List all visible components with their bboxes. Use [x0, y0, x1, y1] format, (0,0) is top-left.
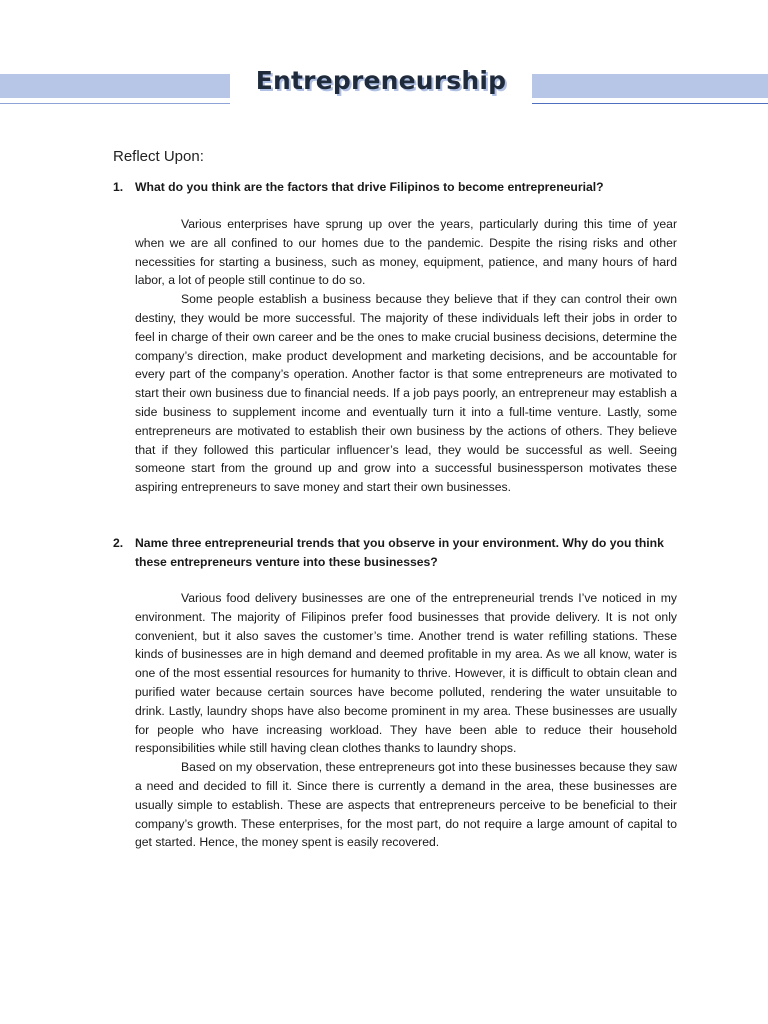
header-rule-right — [532, 103, 768, 104]
header-rule-left — [0, 103, 230, 104]
question-text: Name three entrepreneurial trends that you observe in your environment. Why do you think these entrepreneurs venture into these businesses? — [135, 536, 664, 569]
question-1 — [113, 178, 678, 197]
answer-paragraph: Based on my observation, these entrepreneurs got into these businesses because they saw a need and decided to fill it. Since there is currently a demand in the area, these businesses are usually simple to establish. These are aspects that entrepreneurs perceive to be beneficial to their company’s growth. These enterprises, for the most part, do not require a large amount of capital to get started. Hence, the money spent is easily recovered. — [135, 760, 677, 850]
question-2 — [113, 534, 678, 571]
question-number: 2. — [113, 536, 124, 550]
answer-2 — [135, 589, 677, 852]
section-heading: Reflect Upon: — [113, 148, 204, 165]
answer-paragraph: Some people establish a business because they believe that if they can control their own destiny, they would be more successful. The majority of these individuals left their jobs in order to feel in charge of their own career and be the ones to make crucial business decisions, determine the company’s direction, make product development and marketing decisions, and be accountable for every part of the company’s operation. Another factor is that some entrepreneurs are motivated to start their own business due to financial needs. If a job pays poorly, an entrepreneur may establish a side business to supplement income and eventually turn it into a full-time venture. Lastly, some entrepreneurs are motivated to establish their own business by the actions of others. They believe that if they followed this particular influencer’s lead, they would be successful as well. Seeing someone start from the ground up and grow into a successful businessperson motivates these aspiring entrepreneurs to save money and start their own businesses. — [135, 292, 677, 495]
question-number: 1. — [113, 180, 124, 194]
header-band-right — [532, 74, 768, 98]
header-band-left — [0, 74, 230, 98]
answer-paragraph: Various enterprises have sprung up over the years, particularly during this time of year when we are all confined to our homes due to the pandemic. Despite the rising risks and other necessities for starting a business, such as money, equipment, patience, and many hours of hard labor, a lot of people still continue to do so. — [135, 217, 677, 288]
answer-1 — [135, 215, 677, 497]
page-title: Entrepreneurship — [255, 66, 507, 95]
question-text: What do you think are the factors that drive Filipinos to become entrepreneurial? — [135, 180, 604, 194]
answer-paragraph: Various food delivery businesses are one of the entrepreneurial trends I’ve noticed in my environment. The majority of Filipinos prefer food businesses that provide delivery. It is not only convenient, but it also saves the customer’s time. Another trend is water refilling stations. These kinds of businesses are in high demand and deemed profitable in my area. As we all know, water is one of the most essential resources for humanity to thrive. However, it is difficult to obtain clean and purified water because certain sources have become polluted, rendering the water unsuitable to drink. Lastly, laundry shops have also become prominent in my area. These businesses are usually for people who have increasing workload. They have been able to reduce their household responsibilities while still having clean clothes thanks to laundry shops. — [135, 591, 677, 756]
